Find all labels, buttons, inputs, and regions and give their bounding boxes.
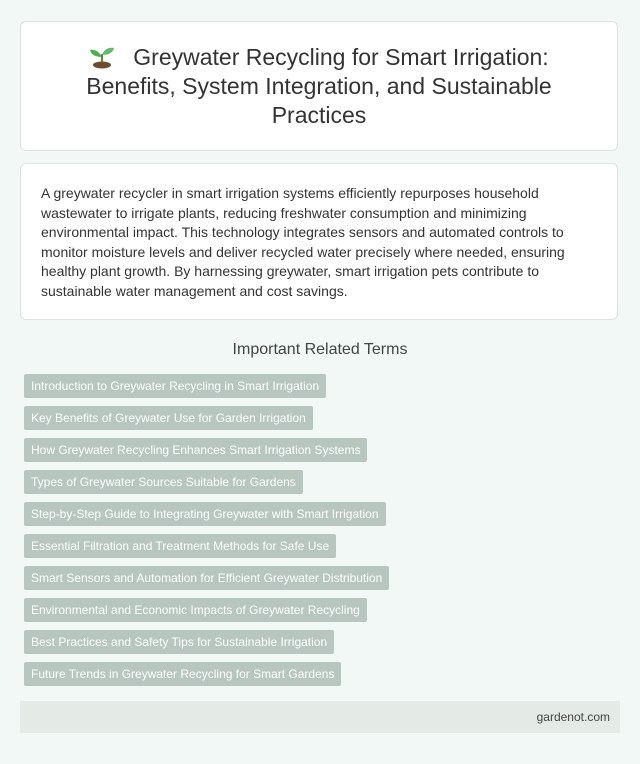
footer-site-link[interactable]: gardenot.com — [536, 710, 610, 724]
term-tag[interactable]: Types of Greywater Sources Suitable for Gardens — [24, 470, 303, 494]
page-title — [61, 43, 577, 130]
footer — [20, 701, 620, 733]
term-tag[interactable]: Key Benefits of Greywater Use for Garden Irrigation — [24, 406, 313, 430]
description-card — [20, 163, 618, 320]
term-tag[interactable]: Future Trends in Greywater Recycling for Smart Gardens — [24, 662, 341, 686]
list-item — [24, 438, 389, 462]
related-terms-heading: Important Related Terms — [232, 341, 408, 358]
sprout-icon — [89, 43, 115, 69]
term-tag[interactable]: Smart Sensors and Automation for Efficient Greywater Distribution — [24, 566, 389, 590]
description-text: A greywater recycler in smart irrigation systems efficiently repurposes household wastewater to irrigate plants, reducing freshwater consumption and minimizing environmental impact. This technology integrates sensors and automated controls to monitor moisture levels and deliver recycled water precisely where needed, ensuring healthy plant growth. By harnessing greywater, smart irrigation pets contribute to sustainable water management and cost savings. — [41, 185, 565, 299]
list-item — [24, 374, 389, 398]
list-item — [24, 406, 389, 430]
title-card — [20, 21, 618, 151]
list-item — [24, 630, 389, 654]
term-tag[interactable]: Step-by-Step Guide to Integrating Greywater with Smart Irrigation — [24, 502, 386, 526]
list-item — [24, 534, 389, 558]
term-tag[interactable]: How Greywater Recycling Enhances Smart Irrigation Systems — [24, 438, 367, 462]
list-item — [24, 598, 389, 622]
term-tag[interactable]: Introduction to Greywater Recycling in Smart Irrigation — [24, 374, 326, 398]
term-tag[interactable]: Best Practices and Safety Tips for Sustainable Irrigation — [24, 630, 334, 654]
list-item — [24, 502, 389, 526]
list-item — [24, 566, 389, 590]
list-item — [24, 662, 389, 686]
term-tag[interactable]: Essential Filtration and Treatment Methods for Safe Use — [24, 534, 336, 558]
term-tag[interactable]: Environmental and Economic Impacts of Greywater Recycling — [24, 598, 367, 622]
page-title-text: Greywater Recycling for Smart Irrigation: Benefits, System Integration, and Sustainable Practices — [86, 43, 552, 128]
related-terms-list — [24, 374, 389, 694]
list-item — [24, 470, 389, 494]
